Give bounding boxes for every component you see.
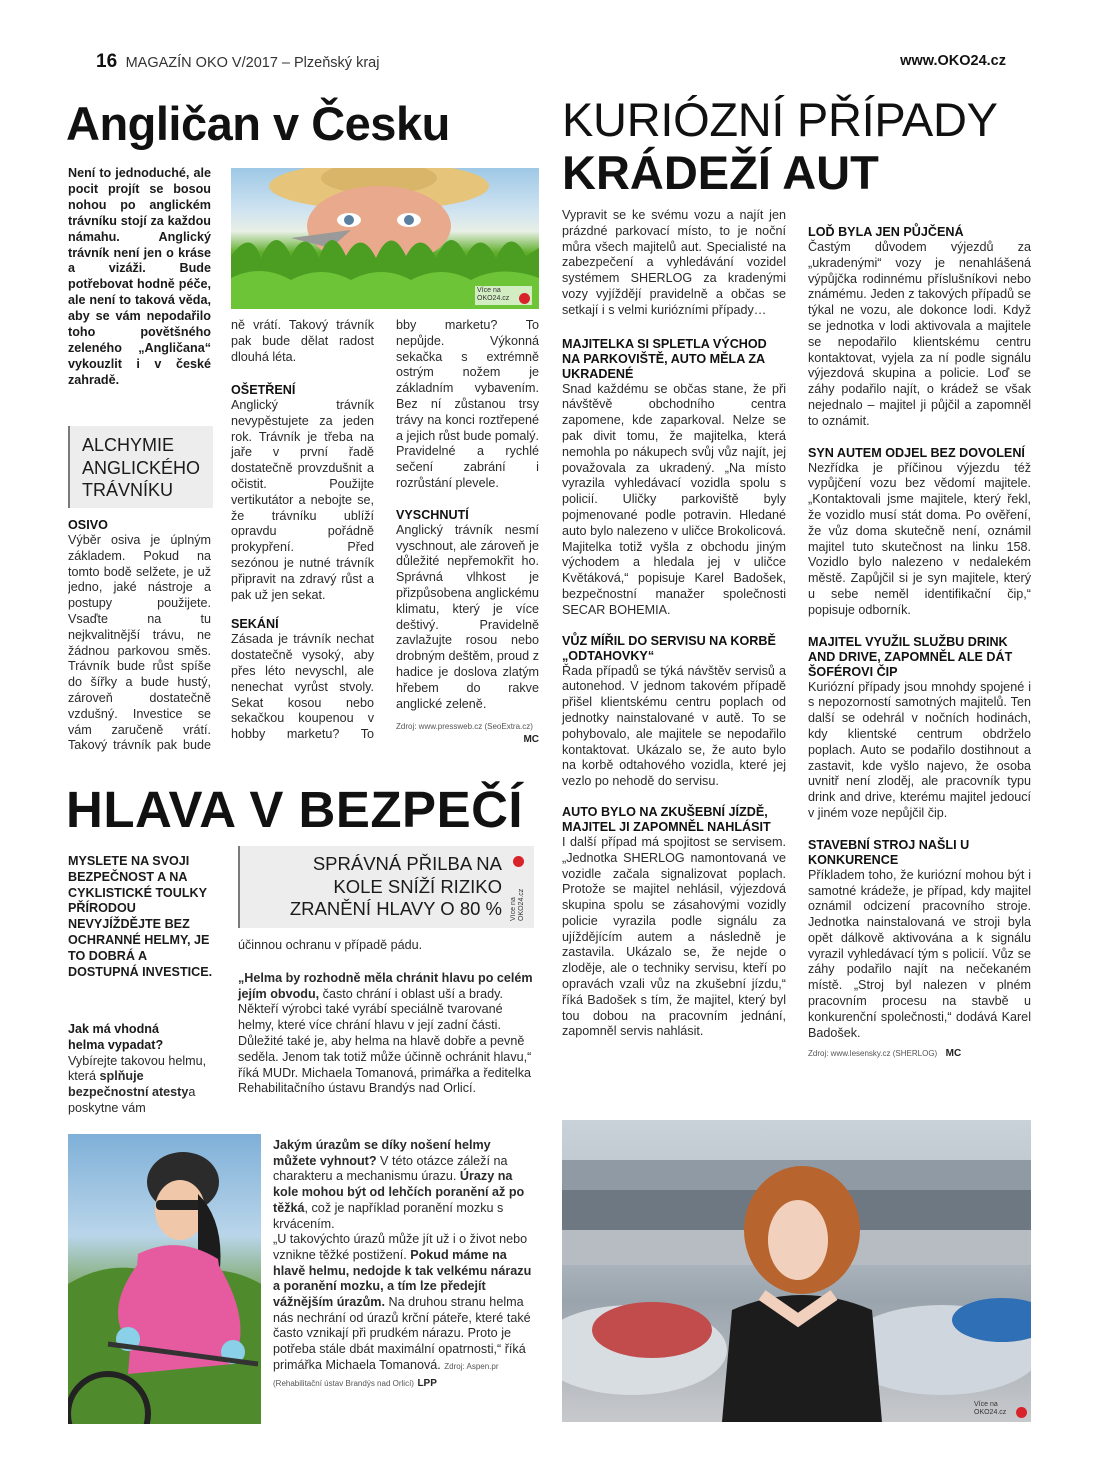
kuriozni-lead: Vypravit se ke svému vozu a najít jen prázdné parkovací místo, to je noční můra všech majitelů aut. Specialisté na zabezpečení a vyhledávání vozidel systémem SHERLOG za kradenými vozy vyjíždějí pravidelně a občas se setkají i s velmi kuriózními případy… [562, 208, 786, 317]
heading-osivo: OSIVO [68, 518, 108, 532]
kuriozni-source: Zdroj: www.lesensky.cz (SHERLOG) [808, 1049, 938, 1059]
page-header [96, 51, 1006, 73]
cyclist-photo [68, 1134, 261, 1424]
page-number: 16 [96, 51, 118, 72]
hlava-signature: LPP [417, 1377, 437, 1389]
anglican-source: Zdroj: www.pressweb.cz (SeoExtra.cz) [396, 722, 533, 732]
text-odtahovka: Řada případů se týká návštěv servisů a autonehod. V jednom takovém případě přišel klientskému centru poplach od jednotky nainstalované v autě. To se pohybovalo, ale majitele se nepodařilo kontaktovat. Ukázalo se, že auto bylo na korbě odtahového vozidla, které jej vezlo po nehodě do servisu. [562, 663, 786, 789]
parking-photo-badge[interactable]: Více na OKO24.cz [974, 1401, 1027, 1418]
heading-syn: SYN AUTEM ODJEL BEZ DOVOLENÍ [808, 445, 1025, 460]
heading-odtahovka: VŮZ MÍŘIL DO SERVISU NA KORBĚ „ODTAHOVKY“ [562, 633, 776, 663]
text-zkusebni-jizda: I další případ má spojitost se servisem. „Jednotka SHERLOG namontovaná ve vozidle začala signalizovat poplach. Protože se majitel nehlásil, výjezdová skupina spolu se zásahovými vozidly policie vyrazila podle signálu za ujíždějícím autem a následně je zastavila. Ukázalo se, že nejde o zloděje, ale o techniky servisu, kteří po opravách vzali vůz na zkušební jízdu,“ říká Badošek s tím, že majitel, který byl tou dobou na pracovním jednání, zapomněl servis nahlásit. [562, 834, 786, 1039]
parking-illustration [562, 1120, 1031, 1422]
anglican-title: Angličan v Česku [66, 97, 450, 150]
helmet-box-badge[interactable]: Více na OKO24.cz [510, 856, 532, 921]
text-tomanova: „Helma by rozhodně měla chránit hlavu po celém jejím obvodu, často chrání i oblast uší a brady. Někteří výrobci také vyrábí speciálně tvarované helmy, které více chrání hlavu v její zadní části. Důležité také je, aby helma na hlavě dobře a pevně seděla. Jenom tak totiž může účinně ochránit hlavu,“ říká MUDr. Michaela Tomanová, primářka a ředitelka Rehabilitačního ústavu Brandýs nad Orlicí. [238, 970, 533, 1096]
grass-photo-badge[interactable]: Více na OKO24.cz [475, 286, 532, 305]
hlava-title: HLAVA V BEZPEČÍ [66, 781, 524, 838]
kuriozni-title-line2: KRÁDEŽÍ AUT [562, 146, 879, 199]
anglican-signature: MC [523, 734, 539, 746]
anglican-col3 [396, 318, 539, 745]
text-sekani: Zásada je trávník nechat dostatečně vysoký, aby přes léto nevyschl, ale nenechat vyrůst stvoly. Sekat kosou nebo sekačkou koupenou v hobby marketu? To [231, 632, 374, 742]
kuriozni-signature: MC [945, 1048, 962, 1060]
hlava-source: Zdroj: Aspen.pr (Rehabilitační ústav Brandýs nad Orlicí) [273, 1361, 499, 1388]
publication-name: MAGAZÍN OKO V/2017 – Plzeňský kraj [125, 55, 380, 71]
heading-lod: LOĎ BYLA JEN PŮJČENÁ [808, 225, 964, 239]
text-stavebni-stroj: Příkladem toho, že kuriózní mohou být i samotné krádeže, je případ, kdy majitel oznámil odcizení pracovního stroje. Jednotka nainstalovaná ve stroji byla opět dálkově aktivována a k signálu vyrazil vyhledávací tým s policií. Vůz se záhy podařilo najít na nečekaném místě. „Stroj byl nalezen v plném pracovním procesu na stavbě u konkurenční společnosti,“ dodává Karel Badošek. [808, 867, 1031, 1040]
text-osivo-cont: ně vrátí. Takový trávník pak bude dělat radost dlouhá léta. [231, 318, 374, 364]
text-vyschnuti: Anglický trávník nesmí vyschnout, ale zároveň je důležité nepřemokřit ho. Správná vlhkost je přizpůsobena anglickému klimatu, který je více deštivý. Pravidelně zavlažujte rosou nebo drobným deštěm, proud z hadice je doslova zlatým hřebem do rakve anglické zeleně. [396, 522, 539, 711]
oko-logo-icon [513, 856, 524, 867]
text-drink-drive: Kuriózní případy jsou mnohdy spojené i s nepozorností samotných majitelů. Ten další se odehrál v nočních hodinách, kdy klientské centrum obdrželo poplach. Auto se podařilo dostihnout a zastavit, kde vyšlo najevo, že osoba uvnitř není zloděj, ale pracovník typu drink and drive, kterému majitel jedoucí v jiném voze nepůjčil čip. [808, 679, 1031, 820]
text-zivot: „U takovýchto úrazů může jít už i o život nebo vznikne těžké postižení. Pokud máme na hlavě helmu, nedojde k tak velkému nárazu a poranění mozku, a tím lze předejít vážnějším úrazům. Na druhou stranu helma nás nechrání od úrazů krční páteře, které také často vznikají při prudkém nárazu. Proto je potřeba stále dbát maximální opatrnosti,“ říká primářka Michaela Tomanová. Zdroj: Aspen.pr (Rehabilitační ústav Brandýs nad Orlicí) LPP [273, 1232, 532, 1389]
text-lod: Častým důvodem výjezdů za „ukradenými“ vozy je nenahlášená výpůjčka rodinnému příslušníkovi nebo známému. Jeden z takových případů se týkal ne vozu, ale dokonce lodi. Když se jednotka v lodi aktivovala a majitele se nepodařilo klientskému centru kontaktovat, vyjela za ní podle signálu výjezdová skupina a policie. Loď se záhy podařilo najít, o krádež se však nejednalo – majitel ji půjčil a zapomněl to oznámit. [808, 240, 1031, 428]
alchymie-box-text: ALCHYMIE ANGLICKÉHO TRÁVNÍKU [82, 435, 201, 500]
text-urazy: Jakým úrazům se díky nošení helmy můžete vyhnout? V této otázce záleží na charakteru a mechanismu úrazu. Úrazy na kole mohou být od lehčích poranění až po těžká, což je například poranění mozku s krvácením. [273, 1138, 525, 1231]
heading-sekani: SEKÁNÍ [231, 617, 279, 632]
text-majitelka: Snad každému se občas stane, že při návštěvě obchodního centra zapomene, kde zaparkoval. Nelze se pak divit tomu, že majitelka, která nemohla po nákupech svůj vůz najít, jej považovala za ukradený. „Na místo vyrazila vyhledávací vozidla spolu s policií. Uličky parkoviště byly pojmenované podle potravin. Hledané auto bylo nalezeno v uličce Brokolicová. Majitelka totiž vyšla z obchodu jiným východem a hledala jej v uličce Květáková,“ popisuje Karel Badošek, bezpečnostní manažer společnosti SECAR BOHEMIA. [562, 381, 786, 617]
text-helma: Vybírejte takovou helmu, která splňuje bezpečnostní atestya poskytne vám [68, 1053, 207, 1115]
question-helma: Jak má vhodná helma vypadat? [68, 1022, 164, 1052]
text-sekani-cont: bby marketu? To nepůjde. Výkonná sekačka s extrémně ostrým nožem je základním vybavením. Bez ní zůstanou trsy trávy na konci roztřepené a jejich růst bude pomalý. Pravidelné a rychlé sečení zabrání i rozrůstání plevele. [396, 318, 539, 490]
hlava-col1 [68, 1022, 218, 1117]
text-osetreni: Anglický trávník nevypěstujete za jeden rok. Trávník je třeba na jaře v první řadě dostatečně provzdušnit a očistit. Použijte vertikutátor a nebojte se, že trávníku ublíží opravdu pořádně prokypření. Před sezónou je nutné trávník připravit na zdravý růst a pak už jen sekat. [231, 398, 374, 602]
text-pad: účinnou ochranu v případě pádu. [238, 938, 423, 952]
website[interactable]: www.OKO24.cz [900, 53, 1006, 69]
heading-drink-drive: MAJITEL VYUŽIL SLUŽBU DRINK AND DRIVE, ZAPOMNĚL ALE DÁT ŠOFÉROVI ČIP [808, 634, 1013, 679]
text-syn: Nezřídka je příčinou výjezdu též vypůjčení vozu bez vědomí majitele. „Kontaktovali jsme majitele, který řekl, že vozidlo musí stát doma. Po ověření, že vůz doma skutečně není, oznámil majitel tuto skutečnost na linku 158. Vozidlo bylo nalezeno v nedalekém městě. Zapůjčil si je syn majitele, který u sebe neměl identifikační čip,“ popisuje odborník. [808, 460, 1031, 617]
kuriozni-title-line1: KURIÓZNÍ PŘÍPADY [562, 93, 998, 146]
heading-majitelka: MAJITELKA SI SPLETLA VÝCHOD NA PARKOVIŠTĚ, AUTO MĚLA ZA UKRADENÉ [562, 336, 767, 381]
heading-osetreni: OŠETŘENÍ [231, 383, 296, 397]
hlava-col3 [273, 1138, 535, 1391]
alchymie-box [68, 426, 213, 508]
anglican-lead: Není to jednoduché, ale pocit projít se bosou nohou po anglickém trávníku stojí za každou námahu. Anglický trávník není jen o kráse a vizáži. Bude potřebovat hodně péče, ale není to taková věda, aby se vám nepodařilo toho povětšného zeleného „Angličana“ vykouzlit i v české zahradě. [68, 166, 211, 387]
hlava-lead: MYSLETE NA SVOJI BEZPEČNOST A NA CYKLISTICKÉ TOULKY PŘÍRODOU NEVYJÍŽDĚJTE BEZ OCHRANNÉ HELMY, JE TO DOBRÁ A DOSTUPNÁ INVESTICE. [68, 854, 213, 979]
heading-zkusebni-jizda: AUTO BYLO NA ZKUŠEBNÍ JÍZDĚ, MAJITEL JI ZAPOMNĚL NAHLÁSIT [562, 804, 771, 834]
parking-woman-photo [562, 1120, 1031, 1422]
kuriozni-col1 [562, 208, 786, 1040]
grass-man-photo [231, 168, 539, 309]
heading-vyschnuti: VYSCHNUTÍ [396, 507, 469, 522]
anglican-col1 [68, 518, 211, 753]
heading-stavebni-stroj: STAVEBNÍ STROJ NAŠLI U KONKURENCE [808, 837, 970, 867]
hlava-col2 [238, 938, 534, 1097]
oko-logo-icon [519, 293, 530, 304]
kuriozni-col2 [808, 225, 1031, 1061]
helmet-stat-box [238, 846, 534, 928]
oko-logo-icon [1016, 1407, 1027, 1418]
text-osivo: Výběr osiva je úplným základem. Pokud na tomto bodě selžete, je už jedno, jaké nástroje a postupy použijete. Vsaďte na tu nejkvalitnější trávu, ne žádnou parkovou směs. Trávník bude růst spíše do šířky a bude hustý, zároveň dostatečně vzdušný. Investice se vám zaručeně vrátí. Takový trávník pak bude [68, 533, 211, 753]
helmet-stat-text: SPRÁVNÁ PŘILBA NA KOLE SNÍŽÍ RIZIKO ZRANĚNÍ HLAVY O 80 % [289, 853, 502, 919]
anglican-col2 [231, 318, 374, 742]
cyclist-illustration [68, 1134, 261, 1424]
